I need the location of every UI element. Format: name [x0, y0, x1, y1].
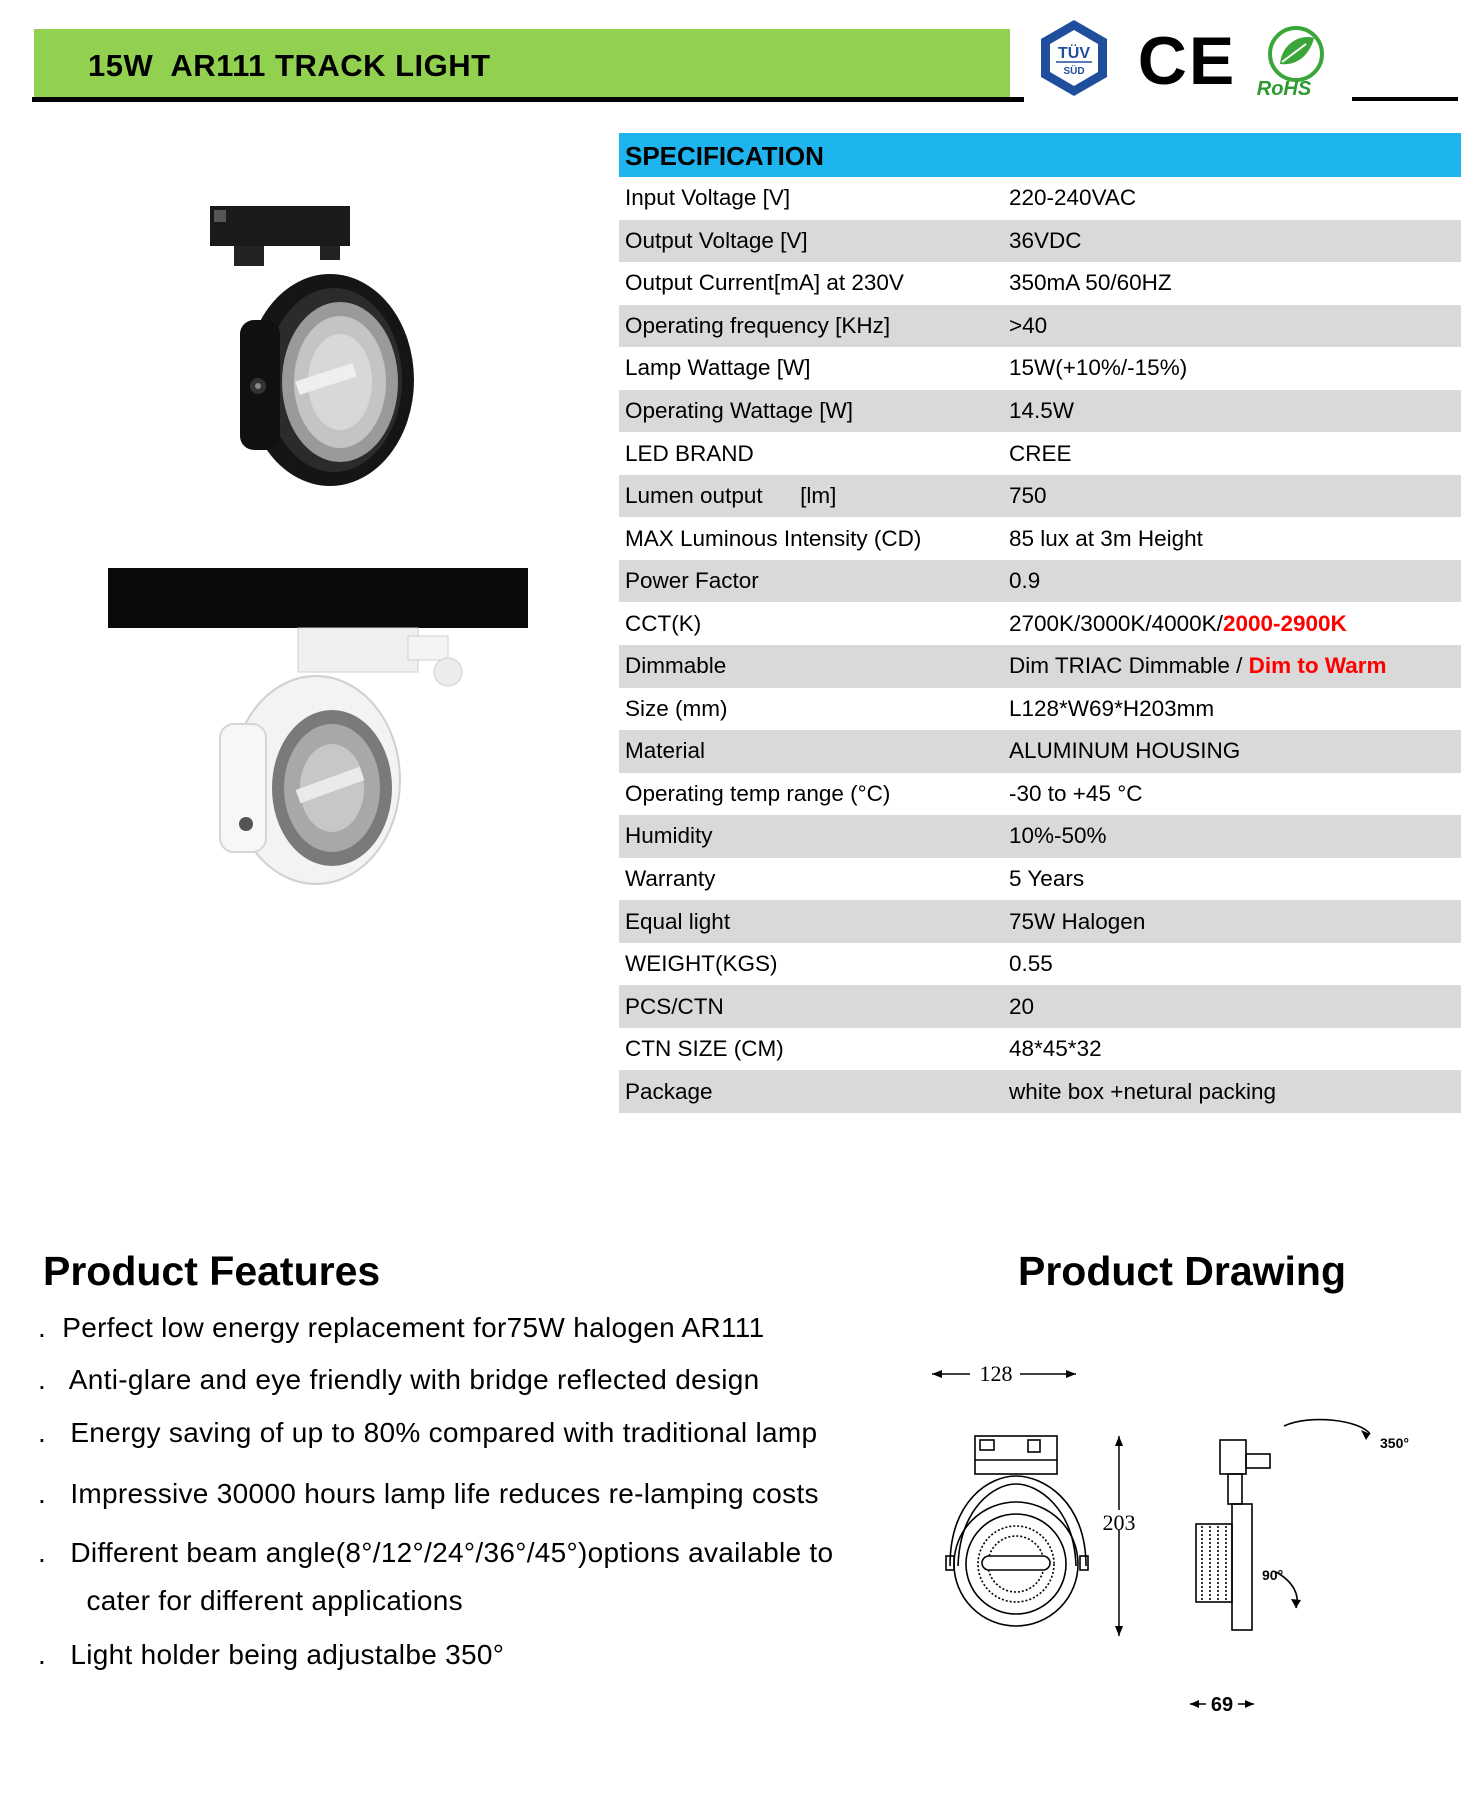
spec-label: PCS/CTN [625, 993, 724, 1019]
product-photo-black [200, 200, 415, 490]
dimension-depth [1190, 1694, 1254, 1716]
feature-line: . Light holder being adjustalbe 350° [38, 1639, 505, 1670]
spec-row-size [619, 688, 1461, 731]
page-title: 15W AR111 TRACK LIGHT [88, 48, 491, 83]
spec-value: 85 lux at 3m Height [1009, 525, 1203, 551]
spec-row-max-luminous-intensity [619, 517, 1461, 560]
spec-label: CTN SIZE (CM) [625, 1036, 784, 1062]
spec-row-lumen-output [619, 475, 1461, 518]
product-features-heading: Product Features [43, 1248, 381, 1294]
spec-row-ctn-size [619, 1028, 1461, 1071]
spec-label: Material [625, 738, 706, 764]
spec-row-package [619, 1070, 1461, 1113]
spec-value: 5 Years [1009, 866, 1085, 892]
spec-label: Size (mm) [625, 695, 728, 721]
spec-label: Humidity [625, 823, 713, 849]
spec-value-text: 2700K/3000K/4000K/ [1009, 610, 1223, 636]
spec-label: Operating frequency [KHz] [625, 312, 891, 338]
spec-label: Operating temp range (°C) [625, 780, 891, 806]
spec-label: Warranty [625, 866, 716, 892]
drawing-front-view [946, 1436, 1088, 1626]
spec-label: Lamp Wattage [W] [625, 355, 811, 381]
tuv-logo-top: TÜV [1058, 45, 1090, 62]
tilt-angle-label: 90° [1262, 1567, 1284, 1583]
header-rule-right [1352, 97, 1458, 101]
spec-value-text: Dim TRIAC Dimmable / [1009, 653, 1249, 679]
spec-rows [619, 177, 1461, 1113]
spec-label: CCT(K) [625, 610, 702, 636]
spec-row-output-voltage [619, 220, 1461, 263]
spec-row-operating-frequency [619, 305, 1461, 348]
spec-row-material [619, 730, 1461, 773]
specification-table [619, 133, 1461, 1113]
spec-row-output-current [619, 262, 1461, 305]
tilt-arrow-icon [1291, 1599, 1301, 1608]
spec-label: Package [625, 1078, 713, 1104]
spec-label: Lumen output [lm] [625, 483, 837, 509]
spec-label: Equal light [625, 908, 731, 934]
feature-line: . Different beam angle(8°/12°/24°/36°/45°)options available to [38, 1537, 834, 1568]
spec-value-highlight: Dim to Warm [1248, 653, 1387, 679]
spec-value-highlight: 2000-2900K [1222, 610, 1347, 636]
dimension-height-label: 203 [1102, 1510, 1136, 1535]
spec-label: LED BRAND [625, 440, 754, 466]
spec-value [1009, 653, 1461, 679]
spec-row-operating-temp-range [619, 773, 1461, 816]
product-drawing-heading: Product Drawing [1018, 1248, 1347, 1294]
spec-label: Dimmable [625, 653, 727, 679]
spec-row-operating-wattage [619, 390, 1461, 433]
spec-row-pcs-ctn [619, 985, 1461, 1028]
rohs-logo-text: RoHS [1256, 78, 1312, 100]
product-photo-white [108, 568, 528, 888]
dimension-height [1103, 1436, 1136, 1636]
spec-row-dimmable [619, 645, 1461, 688]
dimension-depth-label: 69 [1210, 1694, 1234, 1716]
spec-row-lamp-wattage [619, 347, 1461, 390]
ce-logo-text: CE [1137, 28, 1237, 92]
spec-value: 350mA 50/60HZ [1009, 270, 1172, 296]
spec-value [1009, 611, 1461, 637]
spec-value: 10%-50% [1009, 823, 1107, 849]
spec-row-warranty [619, 858, 1461, 901]
spec-value: 0.55 [1009, 951, 1053, 977]
dimension-width [932, 1361, 1076, 1386]
feature-line: . Anti-glare and eye friendly with bridge reflected design [38, 1364, 760, 1395]
spec-value: 0.9 [1009, 568, 1041, 594]
spec-value: >40 [1009, 312, 1048, 338]
spec-row-equal-light [619, 900, 1461, 943]
ce-logo [1137, 28, 1237, 92]
spec-value: 15W(+10%/-15%) [1009, 355, 1188, 381]
spec-value: 14.5W [1009, 398, 1075, 423]
spec-value: ALUMINUM HOUSING [1009, 738, 1241, 764]
rotation-angle-label: 350° [1380, 1435, 1409, 1451]
rohs-logo [1246, 20, 1334, 100]
spec-row-led-brand [619, 432, 1461, 475]
product-drawing [920, 1350, 1460, 1730]
spec-value: 20 [1009, 993, 1035, 1019]
tuv-sud-logo [1034, 18, 1114, 98]
feature-line: . Impressive 30000 hours lamp life reduces re-lamping costs [38, 1478, 819, 1509]
spec-value: 36VDC [1009, 227, 1082, 253]
spec-header: SPECIFICATION [619, 133, 1461, 177]
spec-value: 750 [1009, 483, 1047, 509]
spec-value: L128*W69*H203mm [1009, 695, 1215, 721]
dimension-width-label: 128 [979, 1361, 1013, 1386]
feature-line: . Energy saving of up to 80% compared with traditional lamp [38, 1417, 818, 1448]
spec-value: 48*45*32 [1009, 1036, 1102, 1062]
spec-label: WEIGHT(KGS) [625, 951, 778, 977]
spec-label: Operating Wattage [W] [625, 398, 854, 423]
spec-row-weight [619, 943, 1461, 986]
spec-label: Power Factor [625, 568, 759, 594]
spec-row-input-voltage [619, 177, 1461, 220]
tuv-logo-bottom: SÜD [1063, 66, 1085, 77]
feature-line: cater for different applications [38, 1585, 463, 1616]
drawing-side-view [1196, 1420, 1370, 1630]
spec-value: 220-240VAC [1009, 185, 1137, 211]
header-rule-left [32, 97, 1024, 102]
spec-value: white box +netural packing [1009, 1078, 1277, 1104]
spec-label: Input Voltage [V] [625, 185, 791, 211]
spec-label: MAX Luminous Intensity (CD) [625, 525, 922, 551]
spec-value: -30 to +45 °C [1009, 780, 1143, 806]
spec-label: Output Voltage [V] [625, 227, 808, 253]
spec-row-humidity [619, 815, 1461, 858]
spec-row-cct [619, 602, 1461, 645]
spec-row-power-factor [619, 560, 1461, 603]
feature-line: . Perfect low energy replacement for75W halogen AR111 [38, 1312, 765, 1343]
spec-value: CREE [1009, 440, 1072, 466]
spec-value: 75W Halogen [1009, 908, 1146, 934]
spec-label: Output Current[mA] at 230V [625, 270, 904, 296]
